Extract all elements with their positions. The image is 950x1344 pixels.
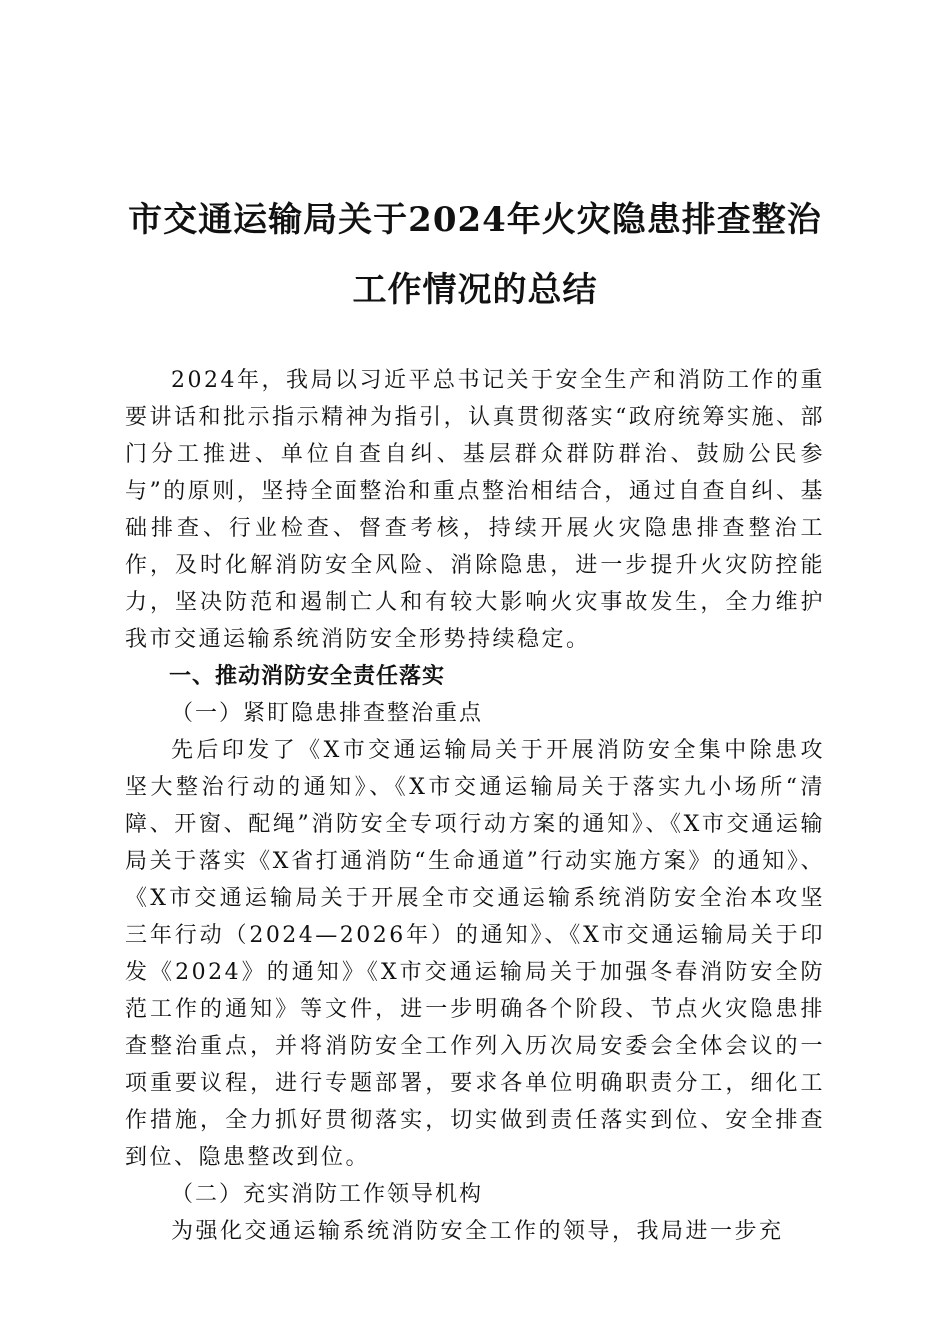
document-title-line-1: 市交通运输局关于2024年火灾隐患排查整治 — [128, 200, 822, 240]
subsection-heading-2: （二）充实消防工作领导机构 — [171, 1182, 484, 1207]
section-heading-1: 一、推动消防安全责任落实 — [169, 664, 446, 689]
document-title-line-2: 工作情况的总结 — [352, 270, 598, 310]
intro-paragraph: 2024年，我局以习近平总书记关于安全生产和消防工作的重要讲话和批示指示精神为指引，认真贯彻落实“政府统筹实施、部门分工推进、单位自查自纠、基层群众群防群治、鼓励公民参与”的原则，坚持全面整治和重点整治相结合，通过自查自纠、基础排查、行业检查、督查考核，持续开展火灾隐患排查整治工作，及时化解消防安全风险、消除隐患，进一步提升火灾防控能力，坚决防范和遏制亡人和有较大影响火灾事故发生，全力维护我市交通运输系统消防安全形势持续稳定。 — [125, 368, 825, 652]
subsection-1-paragraph: 先后印发了《X市交通运输局关于开展消防安全集中除患攻坚大整治行动的通知》、《X市交通运输局关于落实九小场所“清障、开窗、配绳”消防安全专项行动方案的通知》、《X市交通运输局关于落实《X省打通消防“生命通道”行动实施方案》的通知》、《X市交通运输局关于开展全市交通运输系统消防安全治本攻坚三年行动（2024—2026年）的通知》、《X市交通运输局关于印发《2024》的通知》《X市交通运输局关于加强冬春消防安全防范工作的通知》等文件，进一步明确各个阶段、节点火灾隐患排查整治重点，并将消防安全工作列入历次局安委会全体会议的一项重要议程，进行专题部署，要求各单位明确职责分工，细化工作措施，全力抓好贯彻落实，切实做到责任落实到位、安全排查到位、隐患整改到位。 — [125, 738, 825, 1170]
subsection-2-paragraph: 为强化交通运输系统消防安全工作的领导，我局进一步充 — [171, 1219, 784, 1244]
subsection-heading-1: （一）紧盯隐患排查整治重点 — [171, 701, 484, 726]
document-body — [125, 362, 825, 1250]
